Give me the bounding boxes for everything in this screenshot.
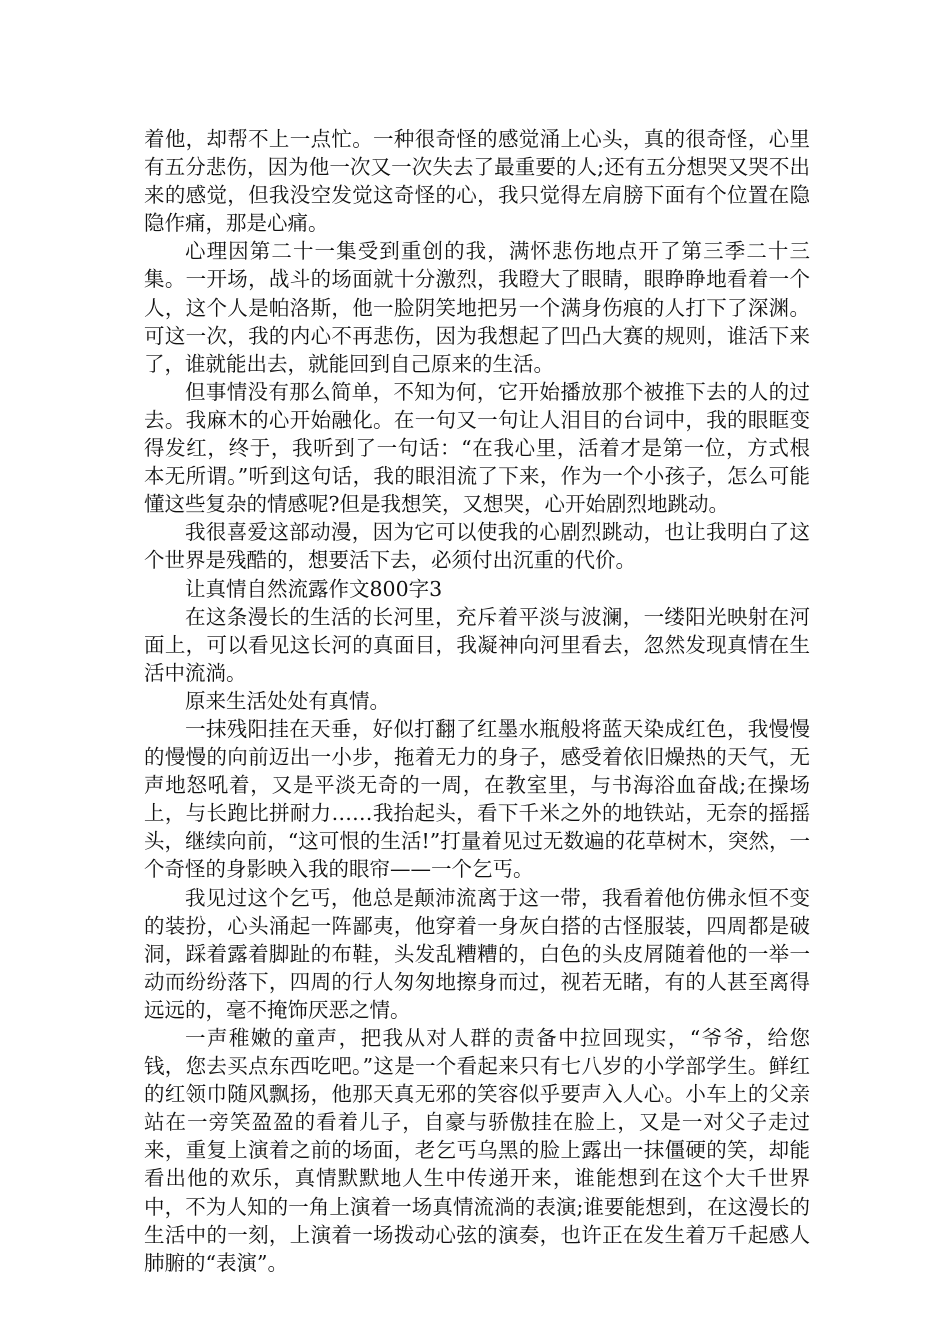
paragraph: 在这条漫长的生活的长河里，充斥着平淡与波澜，一缕阳光映射在河面上，可以看见这长河的真面目，我凝神向河里看去，忽然发现真情在生活中流淌。: [144, 604, 810, 685]
paragraph: 但事情没有那么简单，不知为何，它开始播放那个被推下去的人的过去。我麻木的心开始融化。在一句又一句让人泪目的台词中，我的眼眶变得发红，终于，我听到了一句话：“在我心里，活着才是第一位，方式根本无所谓。”听到这句话，我的眼泪流了下来，作为一个小孩子，怎么可能懂这些复杂的情感呢?但是我想笑，又想哭，心开始剧烈地跳动。: [144, 379, 810, 517]
paragraph: 一声稚嫩的童声，把我从对人群的责备中拉回现实，“爷爷，给您钱，您去买点东西吃吧。”这是一个看起来只有七八岁的小学部学生。鲜红的红领巾随风飘扬，他那天真无邪的笑容似乎要声入人心。小车上的父亲站在一旁笑盈盈的看着儿子，自豪与骄傲挂在脸上，又是一对父子走过来，重复上演着之前的场面，老乞丐乌黑的脸上露出一抹僵硬的笑，却能看出他的欢乐，真情默默地人生中传递开来，谁能想到在这个大千世界中，不为人知的一角上演着一场真情流淌的表演;谁要能想到，在这漫长的生活中的一刻，上演着一场拨动心弦的演奏，也许正在发生着万千起感人肺腑的“表演”。: [144, 1026, 810, 1275]
paragraph: 一抹残阳挂在天垂，好似打翻了红墨水瓶般将蓝天染成红色，我慢慢的慢慢的向前迈出一小步，拖着无力的身子，感受着依旧燥热的天气，无声地怒吼着，又是平淡无奇的一周，在教室里，与书海浴血奋战;在操场上，与长跑比拼耐力……我抬起头，看下千米之外的地铁站，无奈的摇摇头，继续向前，“这可恨的生活!”打量着见过无数遍的花草树木，突然，一个奇怪的身影映入我的眼帘——一个乞丐。: [144, 716, 810, 882]
document-body: [144, 125, 810, 1277]
paragraph: 我见过这个乞丐，他总是颠沛流离于这一带，我看着他仿佛永恒不变的装扮，心头涌起一阵鄙夷，他穿着一身灰白搭的古怪服装，四周都是破洞，踩着露着脚趾的布鞋，头发乱糟糟的，白色的头皮屑随着他的一举一动而纷纷落下，四周的行人匆匆地擦身而过，视若无睹，有的人甚至离得远远的，毫不掩饰厌恶之情。: [144, 885, 810, 1022]
paragraph: 原来生活处处有真情。: [185, 688, 390, 713]
section-heading: 让真情自然流露作文800字3: [185, 576, 443, 601]
paragraph: 心理因第二十一集受到重创的我，满怀悲伤地点开了第三季二十三集。一开场，战斗的场面就十分激烈，我瞪大了眼睛，眼睁睁地看着一个人，这个人是帕洛斯，他一脸阴笑地把另一个满身伤痕的人打下了深渊。可这一次，我的内心不再悲伤，因为我想起了凹凸大赛的规则，谁活下来了，谁就能出去，就能回到自己原来的生活。: [144, 239, 810, 376]
paragraph: 着他，却帮不上一点忙。一种很奇怪的感觉涌上心头，真的很奇怪，心里有五分悲伤，因为他一次又一次失去了最重要的人;还有五分想哭又哭不出来的感觉，但我没空发觉这奇怪的心，我只觉得左肩膀下面有个位置在隐隐作痛，那是心痛。: [144, 127, 810, 236]
paragraph: 我很喜爱这部动漫，因为它可以使我的心剧烈跳动，也让我明白了这个世界是残酷的，想要活下去，必须付出沉重的代价。: [144, 520, 810, 573]
